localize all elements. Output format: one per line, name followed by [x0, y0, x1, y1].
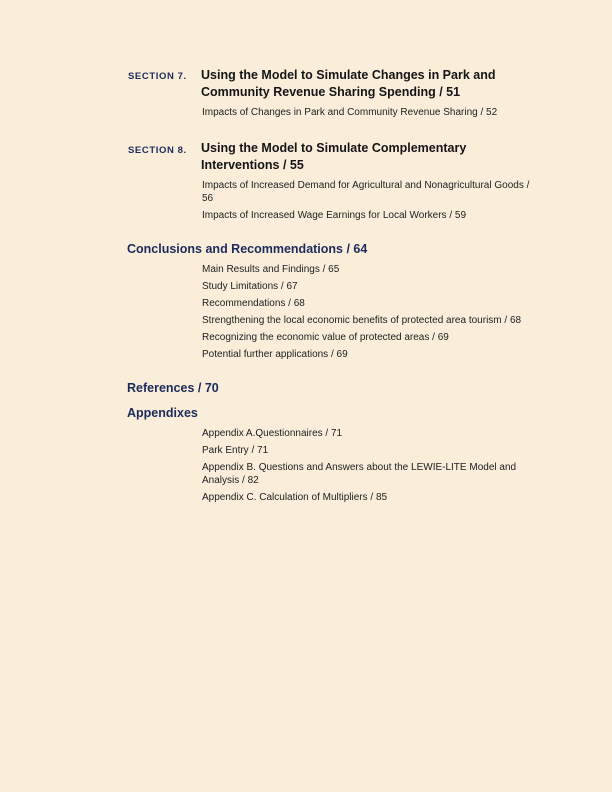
toc-entry[interactable]: Impacts of Changes in Park and Community Revenue Sharing / 52	[202, 107, 498, 118]
appendixes-heading[interactable]: Appendixes	[127, 406, 198, 420]
toc-entry[interactable]: Appendix B. Questions and Answers about the LEWIE-LITE Model and Analysis / 82	[202, 462, 517, 486]
section-7-title[interactable]: Using the Model to Simulate Changes in Park and Community Revenue Sharing Spending / 51	[201, 68, 496, 99]
toc-entry[interactable]: Impacts of Increased Demand for Agricultural and Nonagricultural Goods / 56	[202, 180, 530, 204]
toc-entry[interactable]: Recommendations / 68	[202, 298, 305, 309]
toc-entry[interactable]: Appendix C. Calculation of Multipliers / 85	[202, 492, 388, 503]
toc-entry[interactable]: Main Results and Findings / 65	[202, 264, 340, 275]
toc-entry[interactable]: Appendix A.Questionnaires / 71	[202, 428, 343, 439]
section-8-label: SECTION 8.	[128, 145, 187, 156]
section-8-title[interactable]: Using the Model to Simulate Complementary Interventions / 55	[201, 141, 467, 172]
toc-entry[interactable]: Strengthening the local economic benefits of protected area tourism / 68	[202, 315, 522, 326]
toc-entry[interactable]: Recognizing the economic value of protected areas / 69	[202, 332, 449, 343]
toc-entry[interactable]: Impacts of Increased Wage Earnings for Local Workers / 59	[202, 210, 467, 221]
toc-entry[interactable]: Potential further applications / 69	[202, 349, 348, 360]
conclusions-heading[interactable]: Conclusions and Recommendations / 64	[127, 242, 368, 256]
toc-entry[interactable]: Park Entry / 71	[202, 445, 269, 456]
toc-entry[interactable]: Study Limitations / 67	[202, 281, 298, 292]
section-7-label: SECTION 7.	[128, 71, 187, 82]
references-heading[interactable]: References / 70	[127, 381, 219, 395]
